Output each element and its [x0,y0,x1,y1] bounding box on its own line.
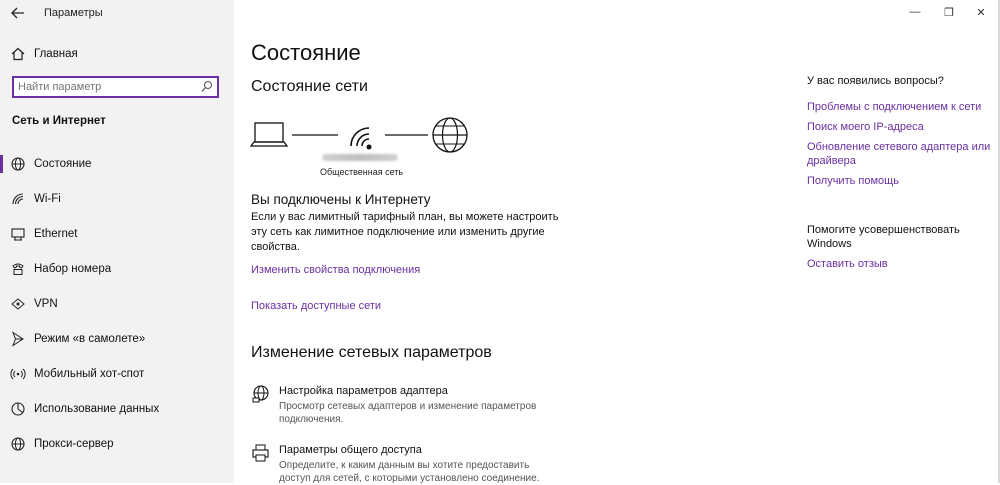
home-icon [9,45,27,63]
search-input[interactable] [18,79,198,95]
get-help-link[interactable]: Получить помощь [807,175,899,187]
show-available-networks-link[interactable]: Показать доступные сети [251,300,382,312]
search-field[interactable] [12,76,219,98]
feedback-link[interactable]: Оставить отзыв [807,258,888,270]
sidebar-item-label: Ethernet [34,228,78,240]
close-button[interactable]: ✕ [976,6,986,19]
dialup-icon [9,260,27,278]
sidebar-item-dialup[interactable] [0,254,234,284]
network-name-blurred [322,154,398,161]
sidebar-item-label: Использование данных [34,403,160,415]
improve-windows-text: Помогите усовершенствовать Windows [807,224,960,250]
app-title: Параметры [44,7,103,19]
sidebar-item-airplane[interactable] [0,324,234,354]
vpn-icon [9,295,27,313]
ethernet-icon [9,225,27,243]
sidebar-item-hotspot[interactable] [0,359,234,389]
back-arrow-icon[interactable] [7,3,29,23]
sharing-options-title: Параметры общего доступа [279,444,422,456]
adapter-options-desc: Просмотр сетевых адаптеров и изменение параметров подключения. [279,401,537,425]
sidebar-item-label: Режим «в самолете» [34,333,146,345]
connected-description: Если у вас лимитный тарифный план, вы можете настроить эту сеть как лимитное подключение или изменить другие свойства. [251,211,559,253]
sidebar-item-label: Wi-Fi [34,193,61,205]
sidebar-item-label: Главная [34,48,78,60]
internet-globe-icon [433,118,467,152]
minimize-button[interactable]: — [909,6,921,18]
maximize-button[interactable]: ❐ [944,6,954,19]
sidebar-item-label: VPN [34,298,58,310]
data-usage-icon [9,400,27,418]
network-type-caption: Общественная сеть [320,167,404,177]
wifi-signal-icon [351,128,372,150]
laptop-icon [251,123,287,146]
sidebar-item-label: Состояние [34,158,92,170]
change-settings-heading: Изменение сетевых параметров [251,344,492,361]
sidebar [0,0,234,483]
adapter-globe-icon [251,384,271,404]
sidebar-item-label: Прокси-сервер [34,438,114,450]
sharing-options-desc: Определите, к каким данным вы хотите предоставить доступ для сетей, с которыми установлено соединение. [279,460,540,484]
wifi-icon [9,190,27,208]
sidebar-item-vpn[interactable] [0,289,234,319]
sidebar-item-proxy[interactable] [0,429,234,459]
sidebar-item-label: Мобильный хот-спот [34,368,145,380]
airplane-icon [9,330,27,348]
connection-problems-link[interactable]: Проблемы с подключением к сети [807,101,982,113]
change-connection-properties-link[interactable]: Изменить свойства подключения [251,264,421,276]
find-ip-link[interactable]: Поиск моего IP-адреса [807,121,924,133]
sidebar-item-wifi[interactable] [0,184,234,214]
sidebar-item-label: Набор номера [34,263,112,275]
network-status-heading: Состояние сети [251,78,368,95]
hotspot-icon [9,365,27,383]
status-globe-icon [9,155,27,173]
sharing-printer-icon [251,443,271,463]
search-icon[interactable] [201,80,213,94]
questions-heading: У вас появились вопросы? [807,75,944,87]
adapter-options-title: Настройка параметров адаптера [279,385,448,397]
connected-heading: Вы подключены к Интернету [251,192,431,207]
sidebar-item-ethernet[interactable] [0,219,234,249]
sidebar-item-data-usage[interactable] [0,394,234,424]
sidebar-item-home[interactable] [0,40,234,68]
sidebar-item-status[interactable] [0,149,234,179]
update-adapter-link[interactable]: Обновление сетевого адаптера или драйвера [807,141,991,167]
section-title: Сеть и Интернет [12,115,106,127]
globe-icon [9,435,27,453]
page-title: Состояние [251,40,361,65]
